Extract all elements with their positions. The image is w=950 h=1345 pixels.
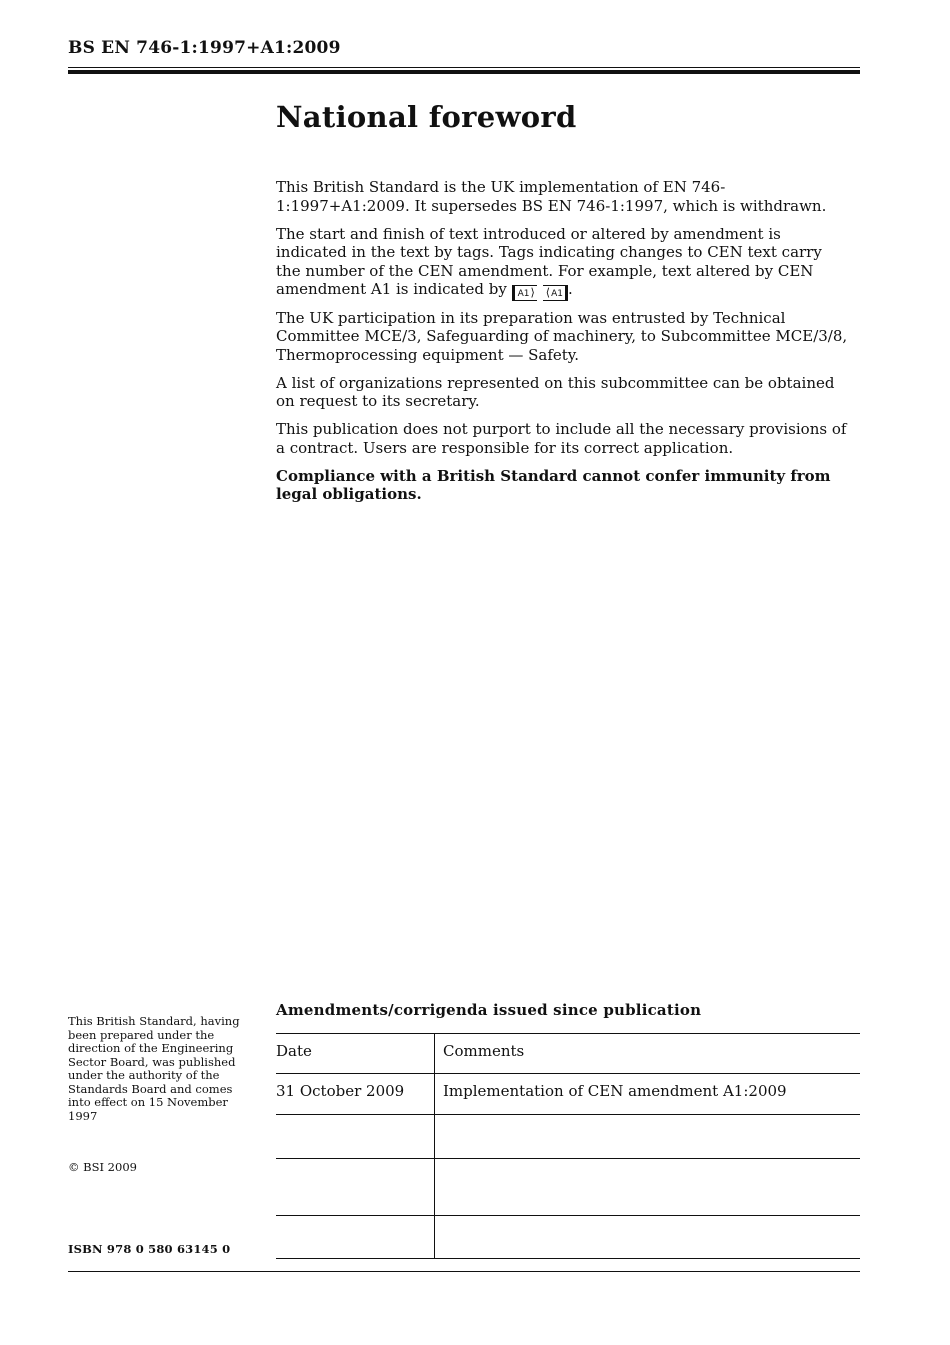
header-rule-thin: [68, 67, 860, 68]
table-row-empty: [276, 1159, 860, 1216]
paragraph-implementation: This British Standard is the UK implementation of EN 746-1:1997+A1:2009. It supersedes BS EN 746-1:1997, which is withdrawn.: [276, 178, 827, 215]
empty-cell: [435, 1115, 861, 1159]
standard-reference: BS EN 746-1:1997+A1:2009: [68, 38, 341, 58]
column-header-comments: Comments: [435, 1034, 861, 1074]
paragraph-participation: The UK participation in its preparation was entrusted by Technical Committee MCE/3, Safeguarding of machinery, to Subcommittee MCE/3/8, Thermoprocessing equipment — Safety.: [276, 308, 848, 364]
amendments-table: [276, 1033, 860, 1259]
empty-cell: [435, 1216, 861, 1259]
amendment-comment: Implementation of CEN amendment A1:2009: [435, 1074, 861, 1115]
amendments-heading: Amendments/corrigenda issued since publication: [276, 1001, 702, 1019]
amendment-start-tag-icon: A1 ⟩: [512, 285, 537, 301]
empty-cell: [435, 1159, 861, 1216]
paragraph-amendment-tags: [276, 225, 850, 300]
column-header-date: Date: [276, 1034, 435, 1074]
isbn: ISBN 978 0 580 63145 0: [68, 1242, 231, 1256]
table-header-row: [276, 1034, 860, 1074]
amendment-date: 31 October 2009: [276, 1074, 435, 1115]
table-row: [276, 1074, 860, 1115]
page-title: National foreword: [276, 100, 577, 134]
paragraph-organizations: A list of organizations represented on this subcommittee can be obtained on request to its secretary.: [276, 373, 835, 410]
table-row-empty: [276, 1115, 860, 1159]
paragraph-amendment-tags-end: .: [567, 280, 573, 298]
table-row-empty: [276, 1216, 860, 1259]
copyright-notice: © BSI 2009: [68, 1160, 137, 1174]
publication-note: This British Standard, having been prepared under the direction of the Engineering Sector Board, was published under the authority of the Standards Board and comes into effect on 15 November 1997: [68, 1014, 240, 1123]
header-rule-thick: [68, 70, 860, 74]
empty-cell: [276, 1159, 435, 1216]
empty-cell: [276, 1115, 435, 1159]
empty-cell: [276, 1216, 435, 1259]
paragraph-amendment-tags-text: The start and finish of text introduced or altered by amendment is indicated in the text by tags. Tags indicating changes to CEN text carry the number of the CEN amendment. For example, text altered by CEN amendment A1 is indicated by: [276, 224, 822, 298]
paragraph-provisions: This publication does not purport to include all the necessary provisions of a contract. Users are responsible for its correct application.: [276, 420, 847, 457]
foreword-body: [276, 178, 850, 513]
paragraph-compliance: Compliance with a British Standard cannot confer immunity from legal obligations.: [276, 466, 831, 503]
footer-rule: [68, 1271, 860, 1272]
amendment-end-tag-icon: ⟨ A1: [543, 285, 568, 301]
